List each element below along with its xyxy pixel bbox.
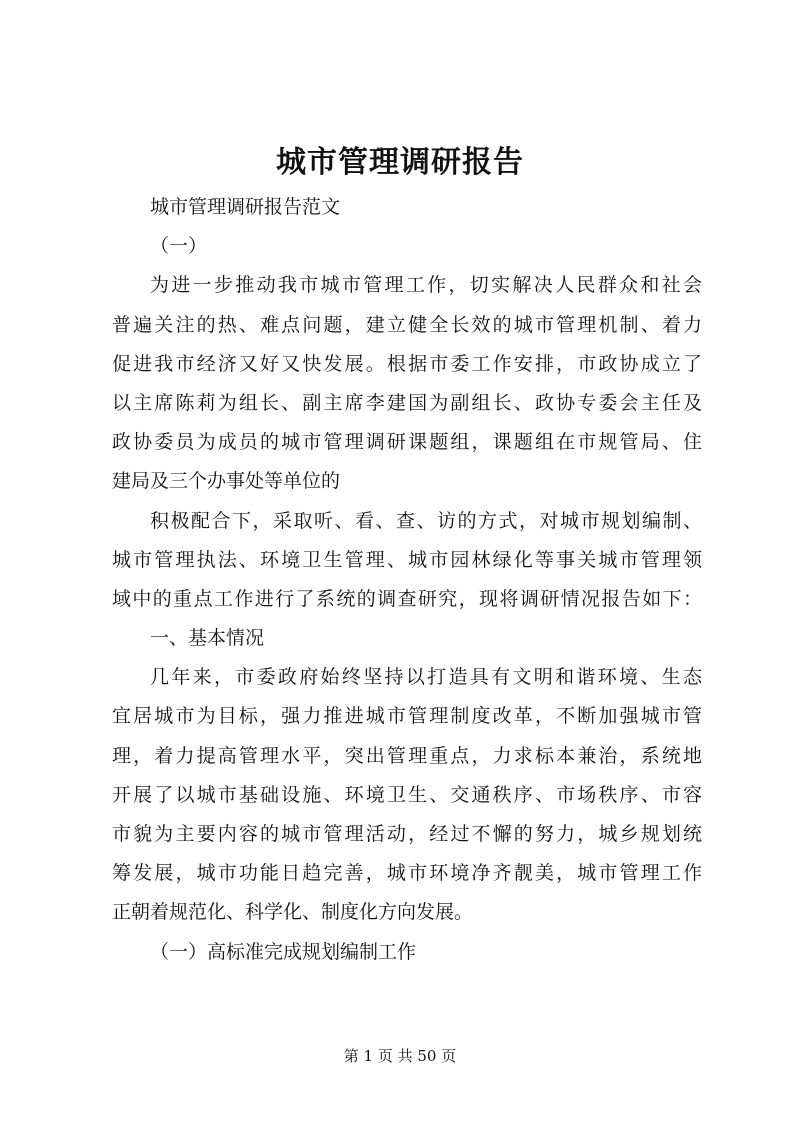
paragraph-line: 筹发展，城市功能日趋完善，城市环境净齐靓美，城市管理工作 <box>112 862 702 885</box>
paragraph-line: 城市管理执法、环境卫生管理、城市园林绿化等事关城市管理领 <box>112 548 702 571</box>
paragraph-line: 积极配合下，采取听、看、查、访的方式，对城市规划编制、 <box>150 509 702 532</box>
paragraph-line: 为进一步推动我市城市管理工作，切实解决人民群众和社会 <box>150 274 702 297</box>
document-title: 城市管理调研报告 <box>276 145 524 180</box>
document-body <box>112 188 702 972</box>
paragraph-line: 开展了以城市基础设施、环境卫生、交通秩序、市场秩序、市容 <box>112 783 702 806</box>
paragraph-line: 几年来，市委政府始终坚持以打造具有文明和谐环境、生态 <box>150 666 702 689</box>
paragraph-line: 促进我市经济又好又快发展。根据市委工作安排，市政协成立了 <box>112 352 702 375</box>
section-number-line: （一） <box>150 235 208 258</box>
paragraph-line: 市貌为主要内容的城市管理活动，经过不懈的努力，城乡规划统 <box>112 823 702 845</box>
paragraph-line: 以主席陈莉为组长、副主席李建国为副组长、政协专委会主任及 <box>112 391 702 414</box>
section-heading: 一、基本情况 <box>150 627 265 650</box>
paragraph-line: 普遍关注的热、难点问题，建立健全长效的城市管理机制、着力 <box>112 313 702 336</box>
subsection-heading: （一）高标准完成规划编制工作 <box>150 940 417 963</box>
paragraph-line: 域中的重点工作进行了系统的调查研究，现将调研情况报告如下： <box>112 587 702 610</box>
paragraph-line: 宜居城市为目标，强力推进城市管理制度改革，不断加强城市管 <box>112 705 702 728</box>
paragraph-line: 理，着力提高管理水平，突出管理重点，力求标本兼治，系统地 <box>112 744 702 767</box>
paragraph-line: 正朝着规范化、科学化、制度化方向发展。 <box>112 901 474 924</box>
paragraph-line: 政协委员为成员的城市管理调研课题组，课题组在市规管局、住 <box>112 431 702 454</box>
page-footer: 第 1 页 共 50 页 <box>343 1047 457 1065</box>
paragraph-line: 建局及三个办事处等单位的 <box>112 470 341 493</box>
subtitle-line: 城市管理调研报告范文 <box>150 196 341 218</box>
